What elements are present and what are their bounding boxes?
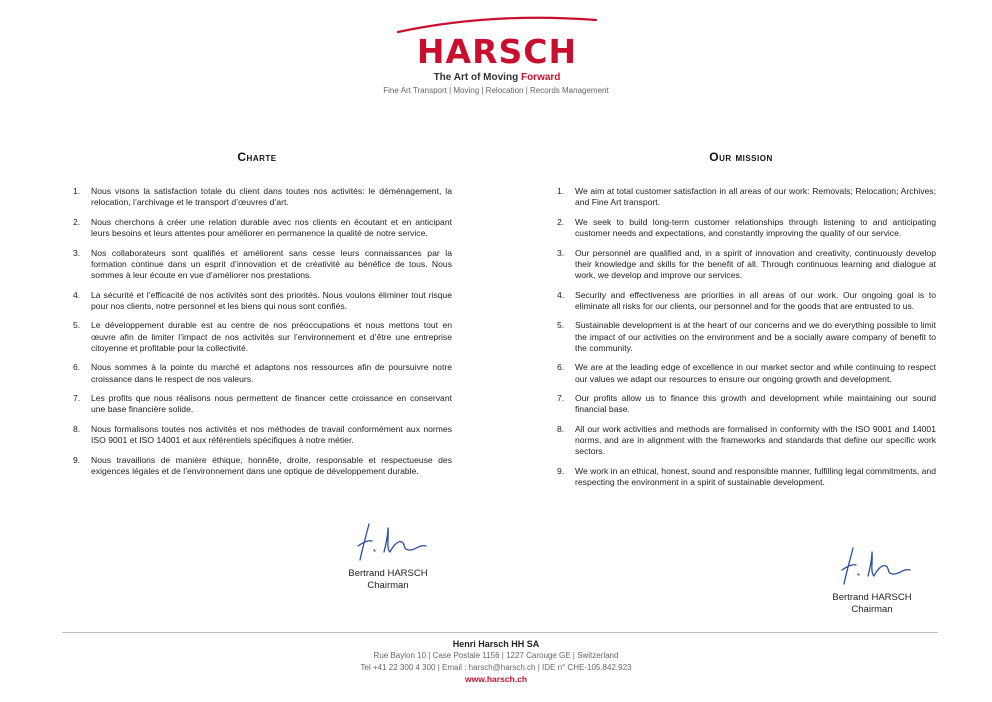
list-item xyxy=(62,290,452,312)
handwritten-signature-icon xyxy=(822,540,922,592)
item-number: 8. xyxy=(73,423,81,434)
item-number: 3. xyxy=(73,247,81,258)
list-item xyxy=(546,248,936,282)
brand-name: HARSCH xyxy=(416,32,578,71)
footer-divider xyxy=(62,632,938,633)
item-number: 4. xyxy=(557,289,565,300)
mission-list xyxy=(546,186,936,488)
handwritten-signature-icon xyxy=(338,516,438,568)
item-number: 3. xyxy=(557,247,565,258)
charte-column xyxy=(62,150,452,486)
website-link[interactable]: www.harsch.ch xyxy=(464,674,528,684)
list-item xyxy=(62,455,452,477)
list-item xyxy=(546,424,936,458)
list-item xyxy=(62,424,452,446)
charte-title: Charte xyxy=(237,150,277,164)
item-number: 1. xyxy=(557,186,565,196)
company-address: Rue Baylon 10 | Case Postale 1156 | 1227 Carouge GE | Switzerland xyxy=(373,651,619,660)
list-item xyxy=(546,466,936,488)
item-number: 2. xyxy=(557,216,565,227)
item-text: We seek to build long-term customer relationships through listening to and anticipating customer needs and expectations, and constantly improving the quality of our service. xyxy=(575,216,936,238)
list-item xyxy=(546,393,936,415)
item-text: Nos collaborateurs sont qualifiés et améliorent sans cesse leurs connaissances par la formation continue dans un esprit d’innovation et de créativité au bénéfice de tous. Nous sommes à leur écoute en vue d’améliorer nos prestations. xyxy=(91,247,452,280)
item-text: La sécurité et l’efficacité de nos activités sont des priorités. Nous voulons éliminer tout risque pour nos clients, notre personnel et les biens qui nous sont confiés. xyxy=(91,289,452,311)
company-contact: Tel +41 22 300 4 300 | Email : harsch@harsch.ch | IDE n° CHE-105.842.923 xyxy=(360,662,632,672)
list-item xyxy=(62,393,452,415)
services-line: Fine Art Transport | Moving | Relocation | Records Management xyxy=(383,86,609,95)
item-text: Our profits allow us to finance this growth and development while maintaining our sound financial base. xyxy=(575,393,936,415)
list-item xyxy=(546,217,936,239)
item-text: Our personnel are qualified and, in a spirit of innovation and creativity, continuously develop their knowledge and skills for the benefit of all. Through continuous learning and dialogue at work, we develop and improve our services. xyxy=(575,247,936,280)
list-item xyxy=(546,320,936,354)
item-text: Security and effectiveness are priorities in all areas of our work. Our ongoing goal is to eliminate all risks for our clients, our personnel and for the goods that are entrusted to us. xyxy=(575,289,936,311)
tagline-main: The Art of Moving xyxy=(433,72,519,83)
signatory-name: Bertrand HARSCH xyxy=(348,568,428,579)
item-number: 8. xyxy=(557,423,565,434)
mission-title: Our mission xyxy=(709,150,773,164)
item-number: 6. xyxy=(557,362,565,373)
signatory-role: Chairman xyxy=(851,604,893,615)
list-item xyxy=(62,186,452,208)
footer xyxy=(0,638,992,685)
item-number: 1. xyxy=(73,186,81,196)
list-item xyxy=(62,320,452,354)
harsch-logo xyxy=(392,14,602,84)
tagline xyxy=(392,72,602,84)
list-item xyxy=(62,362,452,384)
item-number: 5. xyxy=(73,320,81,331)
item-text: All our work activities and methods are formalised in conformity with the ISO 9001 and 14001 norms, and are in alignment with the frameworks and standards that define our specific work sectors. xyxy=(575,423,936,457)
item-text: We are at the leading edge of excellence in our market sector and while continuing to respect our values we adapt our resources to ensure our ongoing growth and development. xyxy=(575,362,936,384)
item-text: Nous cherchons à créer une relation durable avec nos clients en écoutant et en anticipant leurs besoins et leurs attentes pour améliorer en permanence la qualité de notre service. xyxy=(91,216,452,238)
item-number: 9. xyxy=(73,454,81,465)
item-text: We aim at total customer satisfaction in all areas of our work: Removals; Relocation; Archives; and Fine Art transport. xyxy=(575,186,936,208)
item-text: Nous travaillons de manière éthique, honnête, droite, responsable et respectueuse des exigences légales et de l’environnement dans une optique de développement durable. xyxy=(91,454,452,476)
item-text: We work in an ethical, honest, sound and responsible manner, fulfilling legal commitments, and respecting the environment in a spirit of sustainable development. xyxy=(575,465,936,488)
item-number: 5. xyxy=(557,320,565,331)
mission-column xyxy=(546,150,936,497)
item-number: 7. xyxy=(557,393,565,404)
item-number: 6. xyxy=(73,362,81,373)
item-text: Sustainable development is at the heart of our concerns and we do everything possible to limit the impact of our activities on the environment and be a socially aware company of benefit to the community. xyxy=(575,320,936,353)
item-text: Les profits que nous réalisons nous permettent de financer cette croissance en conservant une base financière solide. xyxy=(91,393,452,415)
list-item xyxy=(546,290,936,312)
item-text: Nous sommes à la pointe du marché et adaptons nos ressources afin de poursuivre notre croissance dans le respect de nos valeurs. xyxy=(91,362,452,384)
list-item xyxy=(546,186,936,208)
tagline-accent: Forward xyxy=(520,72,561,83)
item-text: Le développement durable est au centre de nos préoccupations et nous mettons tout en œuvre afin de limiter l’impact de nos activités sur l’environnement et d’être une entreprise citoyenne et profitable pour la collectivité. xyxy=(91,320,452,353)
list-item xyxy=(546,362,936,384)
charte-list xyxy=(62,186,452,477)
item-number: 9. xyxy=(557,465,565,476)
signatory-name: Bertrand HARSCH xyxy=(832,592,912,603)
item-number: 4. xyxy=(73,289,81,300)
signature-block-left xyxy=(328,516,448,592)
list-item xyxy=(62,248,452,282)
list-item xyxy=(62,217,452,239)
item-text: Nous formalisons toutes nos activités et nos méthodes de travail conformément aux normes ISO 9001 et ISO 14001 et aux référentiels spécifiques à notre métier. xyxy=(91,423,452,446)
item-text: Nous visons la satisfaction totale du client dans toutes nos activités: le déménagement, la relocation, l’archivage et le transport d’œuvres d’art. xyxy=(91,186,452,208)
signature-block-right xyxy=(812,540,932,616)
company-name: Henri Harsch HH SA xyxy=(452,639,540,649)
item-number: 2. xyxy=(73,216,81,227)
item-number: 7. xyxy=(73,393,81,404)
signatory-role: Chairman xyxy=(367,580,409,591)
